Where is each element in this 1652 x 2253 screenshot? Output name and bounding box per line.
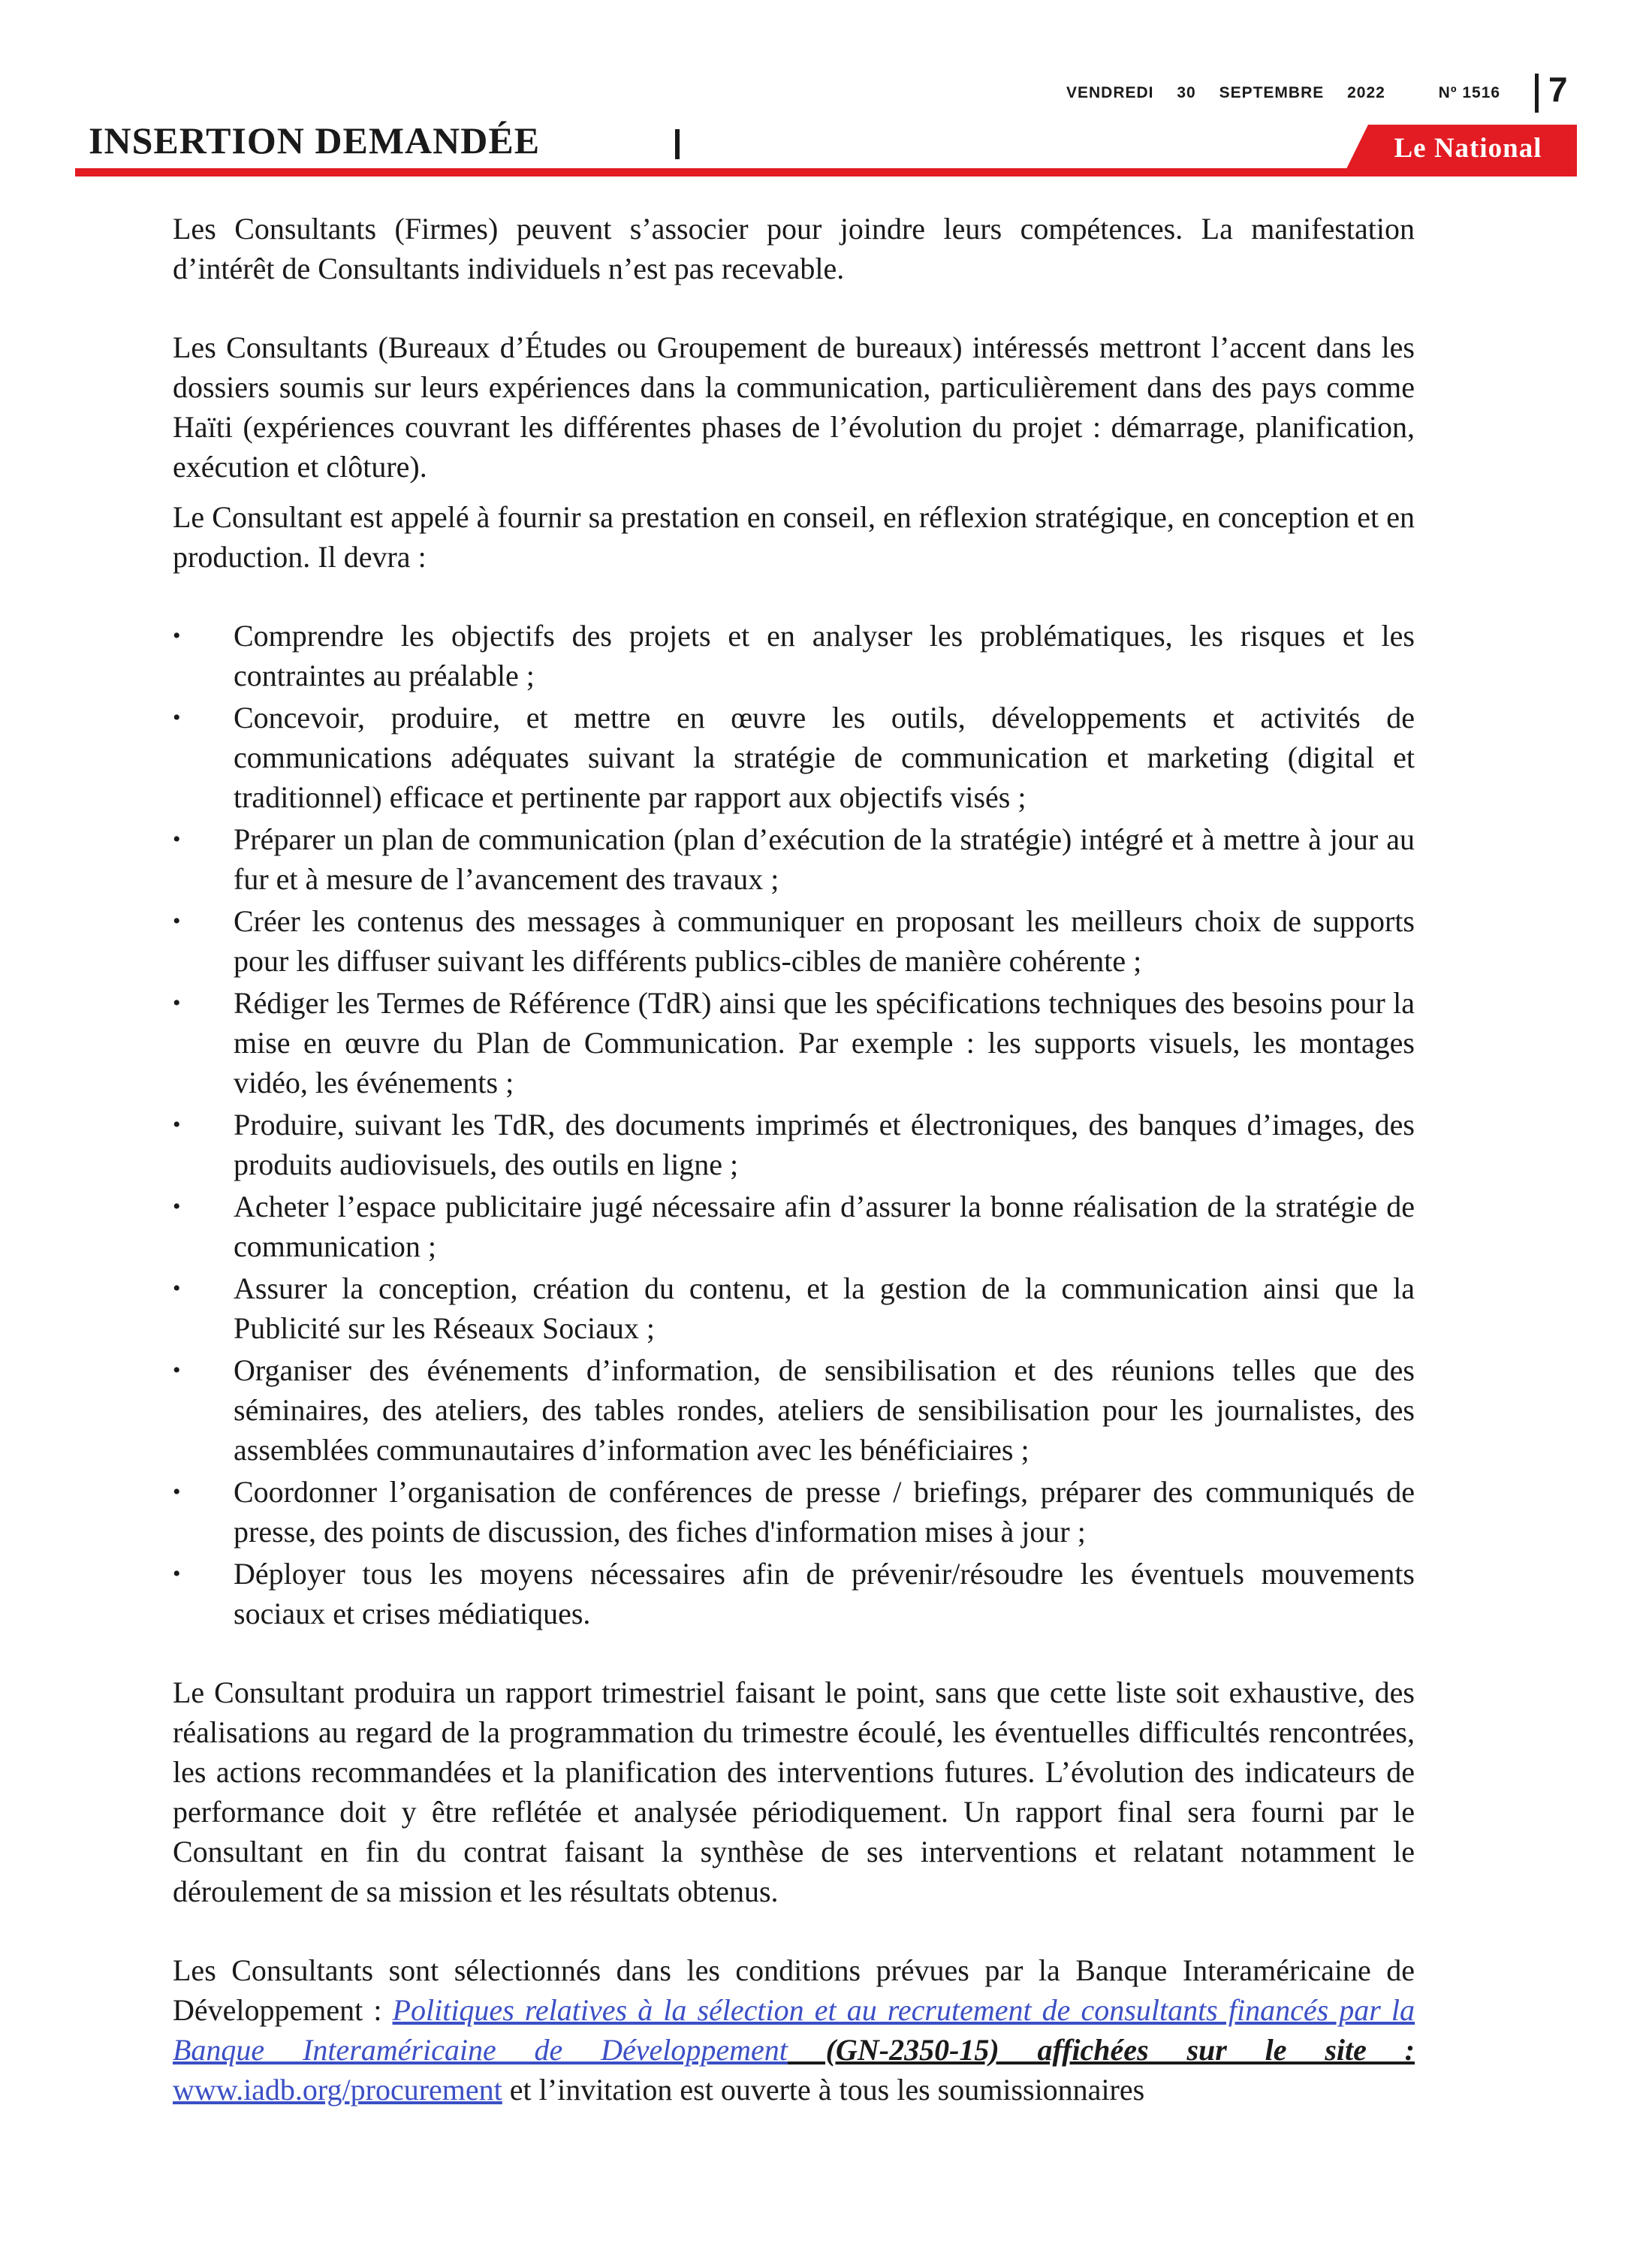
bullet-icon: • [173,1276,181,1301]
paragraph-selection [173,1950,1415,2110]
bullet-icon: • [173,1561,181,1586]
policy-reference: (GN-2350-15) affichées sur le site : [787,2033,1415,2067]
page-number-separator [1535,74,1539,113]
bullet-icon: • [173,1194,181,1219]
paragraph-experience: Les Consultants (Bureaux d’Études ou Groupement de bureaux) intéressés mettront l’accent dans les dossiers soumis sur leurs expériences dans la communication, particulièrement dans des pays comme Haïti (expériences couvrant les différentes phases de l’évolution du projet : démarrage, planification, exécution et clôture). [173,330,1415,484]
bullet-icon: • [173,991,181,1015]
list-item [173,616,1415,695]
list-item [173,698,1415,817]
list-item-text: Organiser des événements d’information, de sensibilisation et des réunions telles que des séminaires, des ateliers, des tables rondes, ateliers de sensibilisation pour les journalistes, des assemblées communautaires d’information avec les bénéficiaires ; [234,1353,1415,1467]
bullet-icon: • [173,1479,181,1504]
list-item [173,1105,1415,1184]
policy-link[interactable]: Politiques relatives à la sélection et au recrutement de consultants financés par la Banque Interaméricaine de Développement [173,1993,1415,2067]
bullet-icon: • [173,623,181,648]
bullet-icon: • [173,827,181,852]
paragraph-mission: Le Consultant est appelé à fournir sa prestation en conseil, en réflexion stratégique, en conception et en production. Il devra : [173,500,1415,574]
list-item-text: Rédiger les Termes de Référence (TdR) ainsi que les spécifications techniques des besoins pour la mise en œuvre du Plan de Communication. Par exemple : les supports visuels, les montages vidéo, les événements ; [234,986,1415,1099]
date-year: 2022 [1347,84,1385,101]
bullet-icon: • [173,1112,181,1137]
list-item [173,1187,1415,1266]
list-item [173,983,1415,1102]
list-item-text: Produire, suivant les TdR, des documents imprimés et électroniques, des banques d’images, des produits audiovisuels, des outils en ligne ; [234,1108,1415,1181]
list-item [173,1472,1415,1552]
list-item-text: Coordonner l’organisation de conférences de presse / briefings, préparer des communiqués de presse, des points de discussion, des fiches d'information mises à jour ; [234,1475,1415,1549]
page-number: 7 [1548,70,1568,109]
date-number: 30 [1177,84,1196,101]
dateline [1066,84,1518,102]
bullet-icon: • [173,1358,181,1383]
list-item [173,1554,1415,1633]
list-item-text: Comprendre les objectifs des projets et en analyser les problématiques, les risques et les contraintes au préalable ; [234,619,1415,692]
list-item [173,901,1415,981]
title-divider [675,129,680,159]
paragraph-report: Le Consultant produira un rapport trimestriel faisant le point, sans que cette liste soit exhaustive, des réalisations au regard de la programmation du trimestre écoulé, les éventuelles difficultés rencontrées, les actions recommandées et la planification des interventions futures. L’évolution des indicateurs de performance doit y être reflétée et analysée périodiquement. Un rapport final sera fourni par le Consultant en fin du contrat faisant la synthèse de ses interventions et relatant notamment le déroulement de sa mission et les résultats obtenus. [173,1675,1415,1908]
list-item-text: Acheter l’espace publicitaire jugé nécessaire afin d’assurer la bonne réalisation de la stratégie de communication ; [234,1190,1415,1263]
selection-text-end: et l’invitation est ouverte à tous les soumissionnaires [502,2073,1145,2107]
brand-logo: Le National [1394,133,1542,164]
list-item [173,1268,1415,1348]
article-body [173,209,1415,2110]
date-month: SEPTEMBRE [1219,84,1325,101]
list-item-text: Créer les contenus des messages à communiquer en proposant les meilleurs choix de supports pour les diffuser suivant les différents publics-cibles de manière cohérente ; [234,904,1415,978]
bullet-icon: • [173,705,181,730]
list-item-text: Concevoir, produire, et mettre en œuvre les outils, développements et activités de communications adéquates suivant la stratégie de communication et marketing (digital et traditionnel) efficace et pertinente par rapport aux objectifs visés ; [234,701,1415,814]
task-list [173,616,1415,1633]
date-day: VENDREDI [1066,84,1154,101]
list-item-text: Préparer un plan de communication (plan d’exécution de la stratégie) intégré et à mettre à jour au fur et à mesure de l’avancement des travaux ; [234,822,1415,896]
issue-number: Nº 1516 [1438,84,1501,101]
bullet-icon: • [173,909,181,933]
procurement-url-link[interactable]: www.iadb.org/procurement [173,2073,502,2107]
section-title: INSERTION DEMANDÉE [89,119,541,161]
list-item [173,819,1415,899]
list-item [173,1350,1415,1470]
list-item-text: Assurer la conception, création du contenu, et la gestion de la communication ainsi que la Publicité sur les Réseaux Sociaux ; [234,1271,1415,1345]
paragraph-firms: Les Consultants (Firmes) peuvent s’associer pour joindre leurs compétences. La manifestation d’intérêt de Consultants individuels n’est pas recevable. [173,212,1415,285]
list-item-text: Déployer tous les moyens nécessaires afin de prévenir/résoudre les éventuels mouvements sociaux et crises médiatiques. [234,1557,1415,1630]
selection-text: Les Consultants sont sélectionnés dans les conditions prévues par la Banque Interaméricaine de Développement : [173,1953,1415,2027]
